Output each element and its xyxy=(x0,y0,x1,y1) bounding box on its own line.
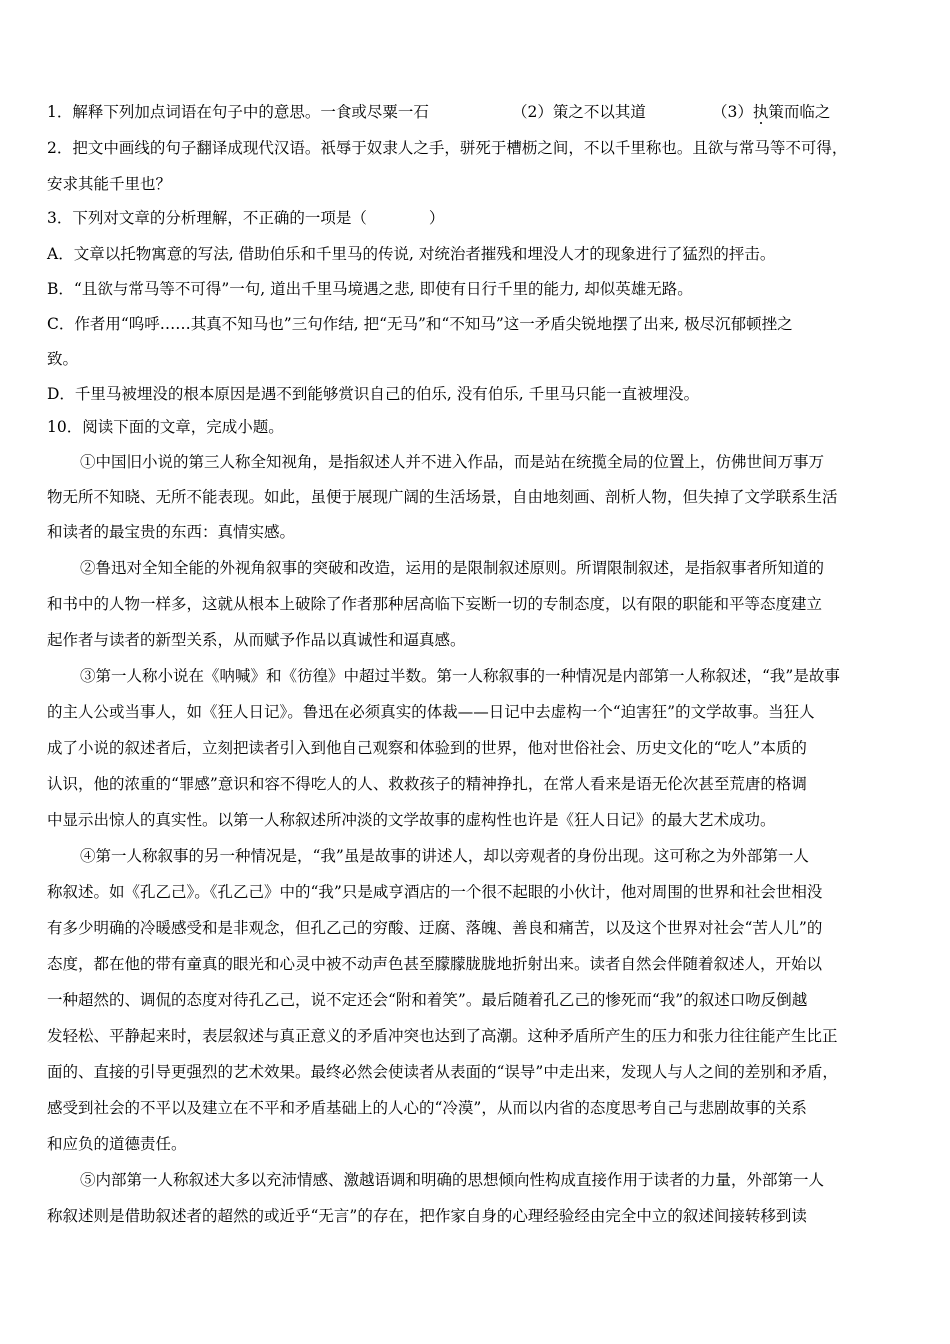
paragraph-1-line: 物无所不知晓、无所不能表现。如此，虽便于展现广阔的生活场景，自由地刻画、剖析人物，但失掉了文学联系生活 xyxy=(47,488,838,506)
paragraph-2-line: 起作者与读者的新型关系，从而赋予作品以真诚性和逼真感。 xyxy=(47,631,466,649)
paragraph-4-line: 发轻松、平静起来时，表层叙述与真正意义的矛盾冲突也达到了高潮。这种矛盾所产生的压力和张力往往能产生比正 xyxy=(47,1027,838,1045)
paragraph-4-line: 面的、直接的引导更强烈的艺术效果。最终必然会使读者从表面的“误导”中走出来，发现人与人之间的差别和矛盾， xyxy=(47,1063,838,1081)
paragraph-4-line: 感受到社会的不平以及建立在不平和矛盾基础上的人心的“冷漠”，从而以内省的态度思考自己与悲剧故事的关系 xyxy=(47,1099,807,1117)
question-2-line: 2．把文中画线的句子翻译成现代汉语。祇辱于奴隶人之手，骈死于槽枥之间，不以千里称也。且欲与常马等不可得， xyxy=(47,139,848,157)
sub-3-prefix: （3） xyxy=(712,103,753,121)
question-1-sub-2: （2）策之不以其道 xyxy=(512,103,646,121)
option-d: D．千里马被埋没的根本原因是遇不到能够赏识自己的伯乐, 没有伯乐, 千里马只能一直被埋没。 xyxy=(47,385,700,403)
paragraph-5-line: 称叙述则是借助叙述者的超然的或近乎“无言”的存在，把作家自身的心理经验经由完全中立的叙述间接转移到读 xyxy=(47,1207,807,1225)
question-1-text: 1．解释下列加点词语在句子中的意思。一食或尽粟一石 xyxy=(47,103,429,121)
option-c-cont: 致。 xyxy=(47,350,79,368)
paragraph-1-line: ①中国旧小说的第三人称全知视角，是指叙述人并不进入作品，而是站在统揽全局的位置上，仿佛世间万事万 xyxy=(80,453,825,471)
dotted-word: 执 xyxy=(752,103,769,121)
paragraph-1-line: 和读者的最宝贵的东西：真情实感。 xyxy=(47,523,296,541)
option-a: A．文章以托物寓意的写法, 借助伯乐和千里马的传说, 对统治者摧残和埋没人才的现象进行了猛烈的抨击。 xyxy=(47,245,776,263)
paragraph-4-line: ④第一人称叙事的另一种情况是，“我”虽是故事的讲述人，却以旁观者的身份出现。这可称之为外部第一人 xyxy=(80,847,809,865)
paragraph-5-line: ⑤内部第一人称叙述大多以充沛情感、激越语调和明确的思想倾向性构成直接作用于读者的力量，外部第一人 xyxy=(80,1171,825,1189)
option-c: C．作者用“呜呼……其真不知马也”三句作结, 把“无马”和“不知马”这一矛盾尖锐地摆了出来, 极尽沉郁顿挫之 xyxy=(47,315,793,333)
paragraph-4-line: 态度，都在他的带有童真的眼光和心灵中被不动声色甚至朦朦胧胧地折射出来。读者自然会伴随着叙述人，开始以 xyxy=(47,955,823,973)
question-2-line: 安求其能千里也？ xyxy=(47,175,172,193)
paragraph-4-line: 和应负的道德责任。 xyxy=(47,1135,187,1153)
paragraph-3-line: 认识，他的浓重的“罪感”意识和容不得吃人的人、救救孩子的精神挣扎，在常人看来是语无伦次甚至荒唐的格调 xyxy=(47,775,807,793)
paragraph-2-line: 和书中的人物一样多，这就从根本上破除了作者那种居高临下妄断一切的专制态度，以有限的职能和平等态度建立 xyxy=(47,595,823,613)
question-1-sub-3 xyxy=(712,101,830,123)
paragraph-3-line: 成了小说的叙述者后，立刻把读者引入到他自己观察和体验到的世界，他对世俗社会、历史文化的“吃人”本质的 xyxy=(47,739,807,757)
paragraph-4-line: 一种超然的、调侃的态度对待孔乙己，说不定还会“附和着笑”。最后随着孔乙己的惨死而“我”的叙述口吻反倒越 xyxy=(47,991,808,1009)
paragraph-3-line: 中显示出惊人的真实性。以第一人称叙述所冲淡的文学故事的虚构性也许是《狂人日记》的最大艺术成功。 xyxy=(47,811,776,829)
question-10-stem: 10．阅读下面的文章，完成小题。 xyxy=(47,418,284,436)
sub-3-rest: 策而临之 xyxy=(768,103,831,121)
paragraph-4-line: 有多少明确的冷暖感受和是非观念，但孔乙己的穷酸、迂腐、落魄、善良和痛苦，以及这个世界对社会“苦人儿”的 xyxy=(47,919,823,937)
option-b: B．“且欲与常马等不可得”一句, 道出千里马境遇之悲, 即使有日行千里的能力, 却似英雄无路。 xyxy=(47,280,693,298)
paragraph-2-line: ②鲁迅对全知全能的外视角叙事的突破和改造，运用的是限制叙述原则。所谓限制叙述，是指叙事者所知道的 xyxy=(80,559,825,577)
question-3-stem: 3．下列对文章的分析理解，不正确的一项是（ ） xyxy=(47,209,445,227)
paragraph-3-line: 的主人公或当事人，如《狂人日记》。鲁迅在必须真实的体裁——日记中去虚构一个“迫害狂”的文学故事。当狂人 xyxy=(47,703,815,721)
paragraph-3-line: ③第一人称小说在《呐喊》和《彷徨》中超过半数。第一人称叙事的一种情况是内部第一人称叙述，“我”是故事 xyxy=(80,667,840,685)
paragraph-4-line: 称叙述。如《孔乙己》。《孔乙己》中的“我”只是咸亨酒店的一个很不起眼的小伙计，他对周围的世界和社会世相没 xyxy=(47,883,823,901)
